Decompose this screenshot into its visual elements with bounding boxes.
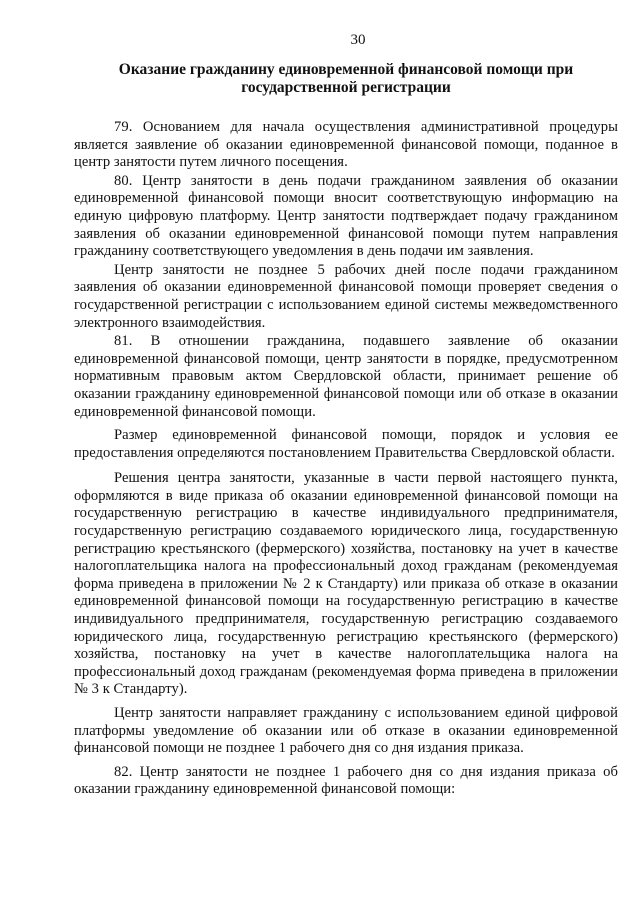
section-title-line-1: Оказание гражданину единовременной финансовой помощи при — [118, 61, 574, 78]
paragraph-81-amount: Размер единовременной финансовой помощи, порядок и условия ее предоставления определяются постановлением Правительства Свердловской области. — [74, 427, 618, 461]
paragraph-82: 82. Центр занятости не позднее 1 рабочего дня со дня издания приказа об оказании гражданину единовременной финансовой помощи: — [74, 763, 618, 798]
paragraph-81-decisions: Решения центра занятости, указанные в части первой настоящего пункта, оформляются в виде приказа об оказании единовременной финансовой помощи на государственную регистрацию в качестве индивидуального предпринимателя, государственную регистрацию создаваемого юридического лица, государственную регистрацию крестьянского (фермерского) хозяйства, постановку на учет в качестве налогоплательщика налога на профессиональный доход гражданам (рекомендуемая форма приведена в приложении № 2 к Стандарту) или приказа об отказе в оказании единовременной финансовой помощи на государственную регистрацию в качестве индивидуального предпринимателя, государственную регистрацию создаваемого юридического лица, государственную регистрацию крестьянского (фермерского) хозяйства, постановку на учет в качестве налогоплательщика налога на профессиональный доход гражданам (рекомендуемая форма приведена в приложении № 3 к Стандарту). — [74, 470, 618, 698]
paragraph-81: 81. В отношении гражданина, подавшего заявление об оказании единовременной финансовой помощи, центр занятости в порядке, предусмотренном нормативным правовым актом Свердловской области, принимает решение об оказании гражданину единовременной финансовой помощи или об отказе в оказании единовременной финансовой помощи. — [74, 333, 618, 420]
section-title-line-2: государственной регистрации — [241, 79, 451, 96]
paragraph-79: 79. Основанием для начала осуществления административной процедуры является заявление об оказании единовременной финансовой помощи, поданное в центр занятости путем личного посещения. — [74, 119, 618, 171]
section-title — [74, 61, 618, 97]
page-number: 30 — [350, 32, 366, 48]
paragraph-80-verification: Центр занятости не позднее 5 рабочих дней после подачи гражданином заявления об оказании единовременной финансовой помощи проверяет сведения о государственной регистрации с использованием единой системы межведомственного электронного взаимодействия. — [74, 261, 618, 331]
paragraph-80: 80. Центр занятости в день подачи гражданином заявления об оказании единовременной финансовой помощи вносит соответствующую информацию на единую цифровую платформу. Центр занятости подтверждает подачу гражданином заявления об оказании единовременной финансовой помощи путем направления гражданину соответствующего уведомления в день подачи им заявления. — [74, 172, 618, 260]
paragraph-81-notification: Центр занятости направляет гражданину с использованием единой цифровой платформы уведомление об оказании или об отказе в оказании единовременной финансовой помощи не позднее 1 рабочего дня со дня издания приказа. — [74, 705, 618, 757]
